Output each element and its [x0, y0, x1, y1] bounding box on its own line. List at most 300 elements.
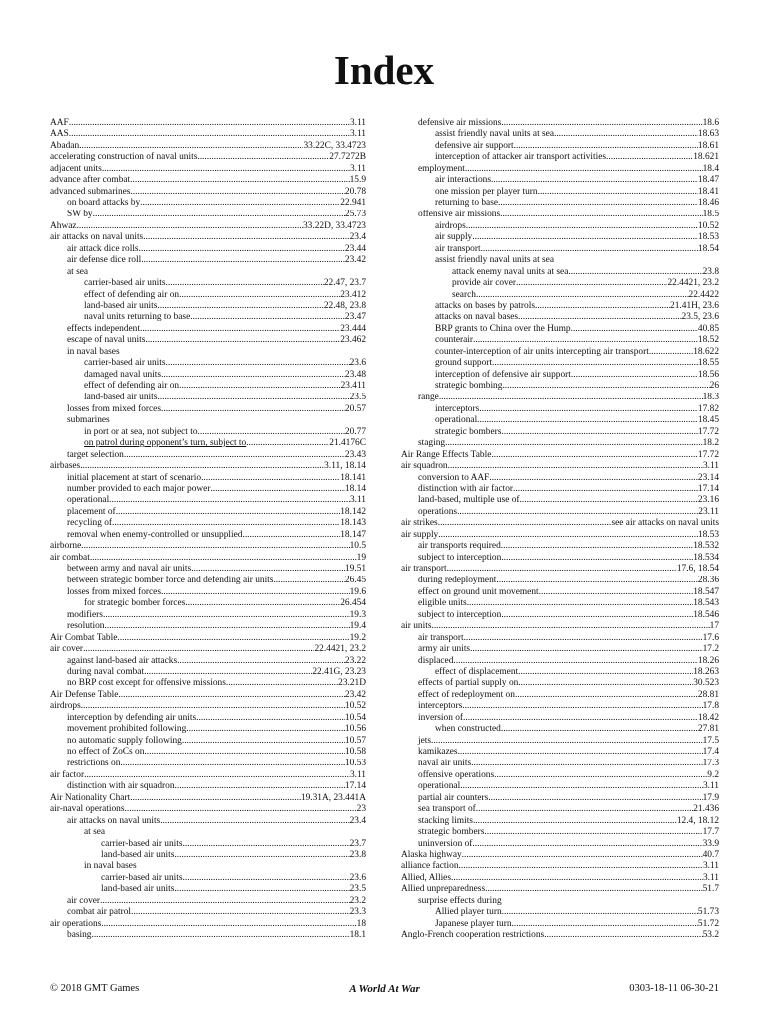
index-entry: [50, 415, 366, 426]
index-entry-reference: 23.14: [697, 472, 719, 483]
index-entry-term: land-based air units: [84, 301, 158, 311]
index-entry: [50, 850, 366, 861]
index-entry-reference: 3.11: [349, 118, 366, 128]
index-entry: [401, 164, 719, 175]
dot-leader: [83, 644, 314, 655]
dot-leader: [501, 610, 693, 621]
index-entry-term: air interactions: [435, 175, 491, 186]
index-entry: [50, 335, 366, 346]
index-entry-term: no effect of ZoCs on: [67, 747, 145, 758]
dot-leader: [515, 690, 698, 701]
index-entry-reference: 19: [356, 552, 366, 563]
index-entry-reference: 18.532: [693, 541, 719, 552]
index-entry-term: carrier-based air units: [84, 358, 166, 369]
index-entry-reference: 27.7272B: [329, 152, 366, 163]
index-entry-term: losses from mixed forces: [67, 403, 161, 414]
index-entry-term: placement of: [67, 506, 116, 517]
index-entry-term: inversion of: [418, 712, 464, 723]
index-entry-reference: 18.4: [702, 163, 719, 174]
index-entry: [401, 553, 719, 564]
index-entry: [50, 427, 366, 438]
index-entry: [401, 450, 719, 461]
index-entry-term: alliance faction: [401, 861, 459, 872]
dot-leader: [512, 919, 698, 930]
index-entry: [401, 427, 719, 438]
index-entry-term: surprise effects during: [418, 895, 502, 906]
index-entry-reference: 51.72: [697, 918, 719, 929]
dot-leader: [520, 495, 698, 506]
index-entry: [50, 724, 366, 735]
index-entry: [401, 827, 719, 838]
index-entry-reference: 21.4176C: [329, 438, 366, 449]
index-entry: [401, 598, 719, 609]
index-entry-reference: 51.7: [702, 884, 719, 895]
index-entry: [401, 724, 719, 735]
dot-leader: [539, 587, 694, 598]
dot-leader: [105, 621, 350, 632]
dot-leader: [117, 633, 349, 644]
dot-leader: [500, 210, 702, 221]
index-entry: [50, 221, 366, 232]
index-entry-term: partial air counters: [418, 792, 489, 803]
dot-leader: [161, 370, 345, 381]
dot-leader: [120, 759, 345, 770]
dot-leader: [460, 781, 703, 792]
index-entry: [401, 656, 719, 667]
index-entry-reference: 18.41: [697, 186, 719, 197]
dot-leader: [157, 393, 349, 404]
dot-leader: [453, 656, 698, 667]
index-entry-reference: 18.621: [693, 152, 719, 163]
index-entry-term: sea transport of: [418, 804, 476, 815]
index-entry-term: in naval bases: [67, 346, 120, 357]
index-entry: [50, 564, 366, 575]
index-entry-reference: 3.11: [349, 769, 366, 780]
dot-leader: [77, 221, 303, 232]
dot-leader: [93, 210, 345, 221]
index-entry-term: air supply: [401, 529, 439, 540]
index-entry-term: AAS: [50, 129, 69, 140]
dot-leader: [185, 598, 340, 609]
index-entry: [50, 129, 366, 140]
index-entry: [50, 267, 366, 278]
dot-leader: [467, 598, 694, 609]
index-entry-term: Air Defense Table: [50, 689, 119, 700]
dot-leader: [457, 507, 698, 518]
index-entry-reference: 28.81: [697, 689, 719, 700]
dot-leader: [538, 187, 698, 198]
index-entry-term: displaced: [418, 655, 454, 666]
index-entry-reference: 18.3: [702, 392, 719, 403]
dot-leader: [179, 290, 340, 301]
index-entry-term: air transport: [401, 564, 447, 575]
index-entry-term: submarines: [67, 415, 110, 426]
index-entry: [401, 495, 719, 506]
index-entry: [50, 919, 366, 930]
dot-leader: [479, 404, 698, 415]
index-entry-reference: 21.436: [693, 804, 719, 815]
index-entry: [50, 793, 366, 804]
dot-leader: [183, 873, 350, 884]
index-entry: [50, 656, 366, 667]
index-entry-reference: 3.11: [702, 461, 719, 472]
index-entry-reference: 22.47, 23.7: [323, 278, 366, 289]
dot-leader: [501, 541, 693, 552]
index-entry-term: restrictions on: [67, 758, 121, 769]
index-entry-term: stacking limits: [418, 815, 473, 826]
index-entry-term: air operations: [50, 918, 102, 929]
index-entry-term: effect of displacement: [435, 667, 519, 677]
index-entry-reference: 17.6, 18.54: [676, 564, 719, 575]
dot-leader: [535, 301, 670, 312]
index-entry: [50, 450, 366, 461]
index-entry-reference: 33.22C, 33.4723: [303, 140, 366, 151]
index-entry-reference: 3.11: [349, 163, 366, 174]
index-entry-term: provide air cover: [452, 278, 517, 289]
index-entry-reference: 23.44: [344, 243, 366, 254]
index-entry-reference: 19.4: [349, 621, 366, 632]
index-entry: [50, 633, 366, 644]
index-entry-term: effect of defending air on: [84, 381, 180, 392]
index-entry: [401, 129, 719, 140]
index-entry: [401, 850, 719, 861]
dot-leader: [513, 484, 698, 495]
index-entry-term: employment: [418, 163, 465, 174]
index-entry-reference: 27.81: [697, 724, 719, 735]
index-entry-term: range: [418, 392, 439, 403]
index-entry-term: at sea: [84, 827, 106, 838]
dot-leader: [431, 736, 703, 747]
index-entry-reference: 18.42: [697, 712, 719, 723]
index-entry-term: conversion to AAF: [418, 472, 490, 483]
index-entry: [50, 610, 366, 621]
index-entry-reference: 23.47: [344, 312, 366, 323]
dot-leader: [160, 816, 349, 827]
dot-leader: [477, 415, 698, 426]
index-entry: [401, 839, 719, 850]
index-entry: [50, 518, 366, 529]
index-entry-reference: 3.11: [702, 872, 719, 883]
index-entry-reference: 18.141: [340, 472, 366, 483]
index-entry: [50, 839, 366, 850]
index-entry: [401, 244, 719, 255]
dot-leader: [485, 884, 703, 895]
index-entry-reference: 18.53: [697, 232, 719, 243]
index-entry-reference: 22.48, 23.8: [323, 301, 366, 311]
index-column-right: [401, 118, 719, 942]
index-entry-reference: 22.941: [340, 198, 366, 209]
index-entry-term: between strategic bomber force and defending air units: [67, 575, 274, 586]
index-entry-term: attacks on naval bases: [435, 312, 519, 323]
dot-leader: [84, 770, 350, 781]
index-entry: [50, 301, 366, 312]
index-entry-reference: 3.11: [702, 781, 719, 792]
index-entry: [50, 347, 366, 358]
index-entry-reference: 17.2: [702, 644, 719, 655]
index-entry-term: air factor: [50, 769, 85, 780]
index-entry: [401, 907, 719, 918]
index-entry-term: combat air patrol: [67, 907, 132, 918]
index-entry-reference: 18.546: [693, 609, 719, 620]
index-entry-term: air transports required: [418, 541, 501, 552]
index-entry: [50, 358, 366, 369]
index-entry-reference: 26.454: [340, 598, 366, 609]
index-entry-reference: 17.14: [344, 781, 366, 792]
index-entry: [401, 896, 719, 907]
index-entry-reference: 17.9: [702, 792, 719, 803]
index-entry: [401, 713, 719, 724]
index-entry-term: resolution: [67, 621, 105, 632]
index-entry: [401, 541, 719, 552]
index-entry-term: on patrol during opponent’s turn, subject to: [84, 438, 247, 449]
dot-leader: [554, 129, 698, 140]
dot-leader: [116, 507, 341, 518]
index-entry-term: effect of redeployment on: [418, 689, 515, 700]
index-entry-term: against land-based air attacks: [67, 655, 178, 666]
index-entry: [401, 781, 719, 792]
dot-leader: [100, 896, 350, 907]
index-entry-term: air attacks on naval units: [50, 232, 144, 243]
index-entry-term: Allied, Allies: [401, 872, 451, 883]
index-entry-reference: 30.523: [693, 678, 719, 689]
index-entry-term: defensive air missions: [418, 118, 502, 128]
index-entry-term: returning to base: [435, 198, 499, 209]
index-entry-term: accelerating construction of naval units: [50, 152, 198, 163]
index-entry: [50, 667, 366, 678]
index-entry-term: between army and naval air units: [67, 564, 192, 575]
dot-leader: [210, 484, 344, 495]
index-entry-term: eligible units: [418, 598, 467, 609]
index-entry-reference: 23: [356, 804, 366, 815]
index-entry-term: interception by defending air units: [67, 712, 197, 723]
index-entry-reference: 3.11: [349, 129, 366, 140]
index-entry-reference: 23.42: [344, 255, 366, 266]
index-entry: [401, 461, 719, 472]
index-entry-term: during redeployment: [418, 575, 497, 586]
index-entry-reference: 18.53: [697, 529, 719, 540]
index-entry: [50, 278, 366, 289]
index-entry-reference: 22.4421, 23.2: [667, 278, 719, 289]
index-entry-reference: 23.4: [349, 232, 366, 243]
index-entry-reference: 18.622: [693, 346, 719, 357]
dot-leader: [501, 553, 693, 564]
index-entry: [50, 930, 366, 941]
dot-leader: [166, 358, 350, 369]
dot-leader: [448, 461, 703, 472]
index-entry: [401, 118, 719, 129]
index-entry-term: movement prohibited following: [67, 724, 187, 735]
index-entry-term: at sea: [67, 266, 89, 277]
index-entry: [401, 393, 719, 404]
index-entry-reference: 18.534: [693, 552, 719, 563]
index-entry: [401, 404, 719, 415]
index-entry-term: effect on ground unit movement: [418, 586, 539, 597]
index-entry: [401, 759, 719, 770]
index-entry-reference: 23.5: [349, 884, 366, 895]
dot-leader: [103, 610, 350, 621]
dot-leader: [242, 530, 340, 541]
index-entry-reference: 23.7: [349, 838, 366, 849]
index-entry: [50, 484, 366, 495]
index-entry-reference: 19.3: [349, 609, 366, 620]
index-entry-reference: 22.4422: [688, 289, 719, 300]
dot-leader: [130, 175, 349, 186]
index-entry: [50, 187, 366, 198]
dot-leader: [571, 324, 698, 335]
index-entry: [50, 907, 366, 918]
index-entry-term: SW by: [67, 209, 93, 220]
dot-leader: [144, 667, 312, 678]
dot-leader: [81, 541, 349, 552]
dot-leader: [484, 827, 702, 838]
dot-leader: [179, 381, 340, 392]
index-entry-term: basing: [67, 930, 92, 941]
dot-leader: [492, 358, 698, 369]
index-entry: [401, 438, 719, 449]
index-entry: [401, 816, 719, 827]
index-entry: [401, 210, 719, 221]
index-entry: [401, 644, 719, 655]
index-entry-reference: 17.3: [702, 758, 719, 769]
dot-leader: [81, 701, 345, 712]
index-entry: [50, 827, 366, 838]
index-entry-term: when constructed: [435, 724, 501, 735]
index-entry-reference: 15.9: [349, 175, 366, 186]
index-entry-reference: 18.14: [344, 484, 366, 494]
dot-leader: [438, 530, 698, 541]
index-entry-reference: 23.411: [340, 381, 366, 392]
dot-leader: [182, 736, 345, 747]
index-entry-reference: 51.73: [697, 907, 719, 918]
index-entry-term: land-based air units: [101, 850, 175, 860]
dot-leader: [464, 633, 703, 644]
index-entry-term: staging: [418, 438, 446, 449]
dot-leader: [502, 381, 709, 392]
index-entry: [50, 553, 366, 564]
index-entry: [401, 255, 719, 266]
index-entry-term: land-based air units: [84, 392, 158, 403]
index-entry: [401, 347, 719, 358]
index-entry-reference: 17.82: [697, 403, 719, 414]
index-entry: [50, 461, 366, 472]
dot-leader: [109, 495, 350, 506]
index-entry-reference: 3.11: [702, 861, 719, 872]
index-entry-reference: 23.4: [349, 815, 366, 826]
index-entry-reference: 3.11: [349, 495, 366, 506]
index-entry: [401, 301, 719, 312]
index-entry-term: offensive air missions: [418, 209, 501, 220]
dot-leader: [606, 152, 693, 163]
index-entry: [401, 518, 719, 529]
index-entry-reference: 10.53: [344, 758, 366, 769]
dot-leader: [125, 804, 357, 815]
index-entry-term: during naval combat: [67, 667, 145, 677]
dot-leader: [463, 713, 698, 724]
index-entry-term: air-naval operations: [50, 804, 125, 815]
dot-leader: [466, 221, 698, 232]
index-entry: [401, 919, 719, 930]
index-entry-reference: 18.54: [697, 243, 719, 254]
index-column-left: [50, 118, 366, 942]
index-entry: [50, 690, 366, 701]
index-entry-reference: 18.26: [697, 655, 719, 666]
dot-leader: [174, 884, 349, 895]
dot-leader: [112, 518, 340, 529]
index-entry-term: defensive air support: [435, 140, 514, 151]
index-entry: [401, 152, 719, 163]
index-entry-term: in naval bases: [84, 861, 137, 872]
page-title: Index: [333, 47, 435, 93]
index-entry-term: air cover: [50, 644, 84, 655]
index-entry: [50, 152, 366, 163]
index-entry: [50, 598, 366, 609]
dot-leader: [273, 576, 344, 587]
index-entry: [401, 358, 719, 369]
index-entry: [401, 507, 719, 518]
index-entry-term: strategic bombers: [418, 827, 485, 838]
index-entry-term: operational: [67, 495, 110, 506]
dot-leader: [246, 438, 329, 449]
index-entry: [401, 324, 719, 335]
index-entry-term: effect of defending air on: [84, 289, 180, 300]
footer-copyright: © 2018 GMT Games: [50, 983, 140, 994]
index-entry: [50, 118, 366, 129]
index-entry: [401, 484, 719, 495]
index-entry-reference: 17.14: [697, 484, 719, 494]
index-entry: [50, 873, 366, 884]
index-entry-reference: 9.2: [707, 769, 719, 780]
index-entry-term: effects independent: [67, 323, 140, 334]
index-entry-reference: 20.57: [344, 403, 366, 414]
index-entry-term: recycling of: [67, 518, 113, 529]
dot-leader: [516, 278, 667, 289]
index-entry-reference: 23.48: [344, 369, 366, 380]
index-entry-term: damaged naval units: [84, 369, 162, 380]
index-entry-term: air attack dice rolls: [67, 243, 139, 254]
index-entry: [401, 804, 719, 815]
index-entry: [50, 404, 366, 415]
index-entry: [401, 473, 719, 484]
index-entry-term: interceptors: [418, 701, 463, 712]
index-entry-term: Allied unpreparedness: [401, 884, 486, 895]
footer-version: 0303-18-11 06-30-21: [629, 983, 719, 994]
dot-leader: [458, 747, 703, 758]
index-entry-term: attacks on bases by patrols: [435, 301, 535, 311]
index-entry-term: initial placement at start of scenario: [67, 472, 202, 483]
dot-leader: [471, 759, 702, 770]
index-entry-term: Ahwaz: [50, 220, 77, 231]
index-entry: [401, 187, 719, 198]
dot-leader: [481, 244, 698, 255]
index-entry-term: army air units: [418, 644, 471, 655]
index-entry-reference: 10.57: [344, 735, 366, 746]
dot-leader: [91, 930, 349, 941]
index-entry: [50, 861, 366, 872]
dot-leader: [69, 129, 350, 140]
index-entry: [50, 370, 366, 381]
index-entry: [50, 393, 366, 404]
dot-leader: [198, 427, 345, 438]
index-entry-term: effects of partial supply on: [418, 678, 519, 689]
index-entry-reference: 18.6: [702, 118, 719, 128]
dot-leader: [472, 839, 702, 850]
index-entry: [401, 232, 719, 243]
index-entry: [50, 759, 366, 770]
dot-leader: [571, 370, 698, 381]
index-entry-reference: 17.6: [702, 632, 719, 643]
index-entry-reference: 3.11, 18.14: [324, 461, 366, 472]
index-entry-reference: 23.3: [349, 907, 366, 918]
